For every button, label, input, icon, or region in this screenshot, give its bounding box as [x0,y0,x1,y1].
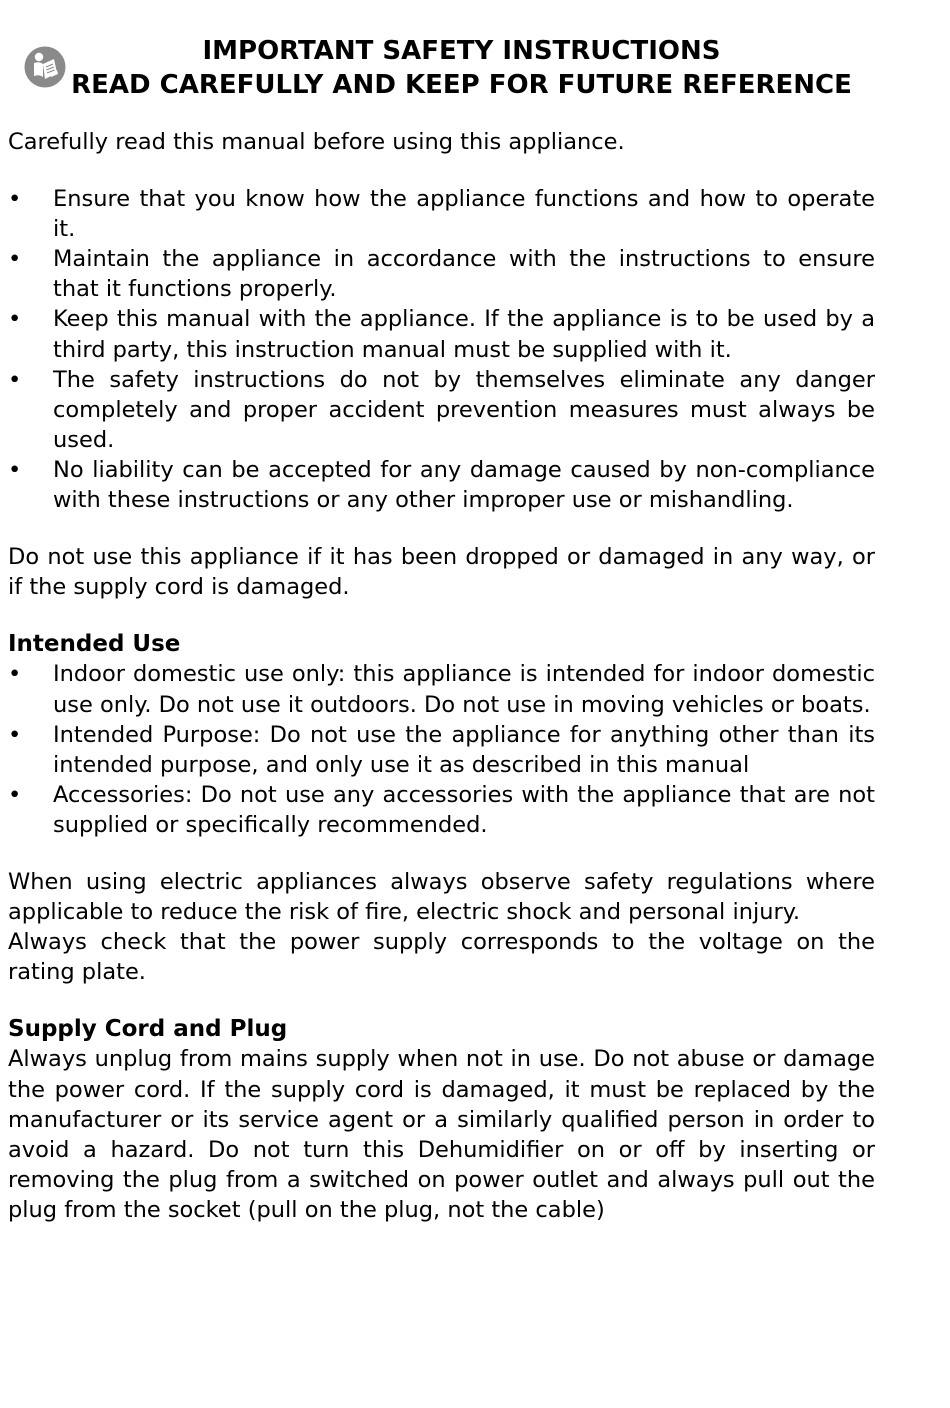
list-item-text: The safety instructions do not by themselves eliminate any danger completely and proper accident prevention measures must always be used. [53,366,875,453]
list-item [8,659,875,719]
bullet-icon: • [8,186,22,213]
bullet-icon: • [8,721,22,748]
list-item-text: Maintain the appliance in accordance with the instructions to ensure that it functions properly. [53,246,875,303]
spacer [8,157,875,184]
bullet-icon: • [8,306,22,333]
intro-bullet-list [8,184,875,515]
bullet-icon: • [8,456,22,483]
list-item [8,304,875,364]
electrical-safety-paragraph: When using electric appliances always observe safety regulations where applicable to reduce the risk of fire, electric shock and personal injury. [8,868,875,926]
list-item [8,455,875,515]
voltage-check-paragraph: Always check that the power supply corresponds to the voltage on the rating plate. [8,929,875,986]
list-item-text: Ensure that you know how the appliance functions and how to operate it. [53,186,875,243]
supply-cord-body: Always unplug from mains supply when not in use. Do not abuse or damage the power cord. If the supply cord is damaged, it must be replaced by the manufacturer or its service agent or a similarly qualified person in order to avoid a hazard. Do not turn this Dehumidifier on or off by inserting or removing the plug from a switched on power outlet and always pull out the plug from the socket (pull on the plug, not the cable) [8,1046,875,1223]
intended-use-list [8,659,875,840]
safety-instructions-page [8,34,875,1225]
list-item [8,780,875,840]
title-line-2: READ CAREFULLY AND KEEP FOR FUTURE REFERENCE [71,70,852,100]
list-item-text: Intended Purpose: Do not use the appliance for anything other than its intended purpose, and only use it as described in this manual [53,721,875,778]
bullet-icon: • [8,781,22,808]
spacer [8,515,875,542]
supply-cord-heading: Supply Cord and Plug [8,1016,288,1043]
bullet-icon: • [8,661,22,688]
bullet-icon: • [8,366,22,393]
list-item [8,720,875,780]
read-manual-icon [24,46,66,88]
intended-use-heading: Intended Use [8,631,181,658]
list-item [8,184,875,244]
list-item-text: Keep this manual with the appliance. If the appliance is to be used by a third party, this instruction manual must be supplied with it. [53,306,875,363]
title-line-1: IMPORTANT SAFETY INSTRUCTIONS [202,36,721,66]
damage-notice: Do not use this appliance if it has been dropped or damaged in any way, or if the supply cord is damaged. [8,544,875,601]
spacer [8,987,875,1014]
list-item [8,365,875,455]
spacer [8,840,875,867]
list-item-text: Indoor domestic use only: this appliance is intended for indoor domestic use only. Do not use it outdoors. Do not use in moving vehicles or boats. [53,661,875,718]
page-header [8,34,875,104]
bullet-icon: • [8,246,22,273]
list-item-text: Accessories: Do not use any accessories with the appliance that are not supplied or specifically recommended. [53,781,875,838]
list-item-text: No liability can be accepted for any damage caused by non-compliance with these instructions or any other improper use or mishandling. [53,456,875,514]
spacer [8,602,875,629]
list-item [8,244,875,304]
intro-text: Carefully read this manual before using this appliance. [8,129,625,155]
